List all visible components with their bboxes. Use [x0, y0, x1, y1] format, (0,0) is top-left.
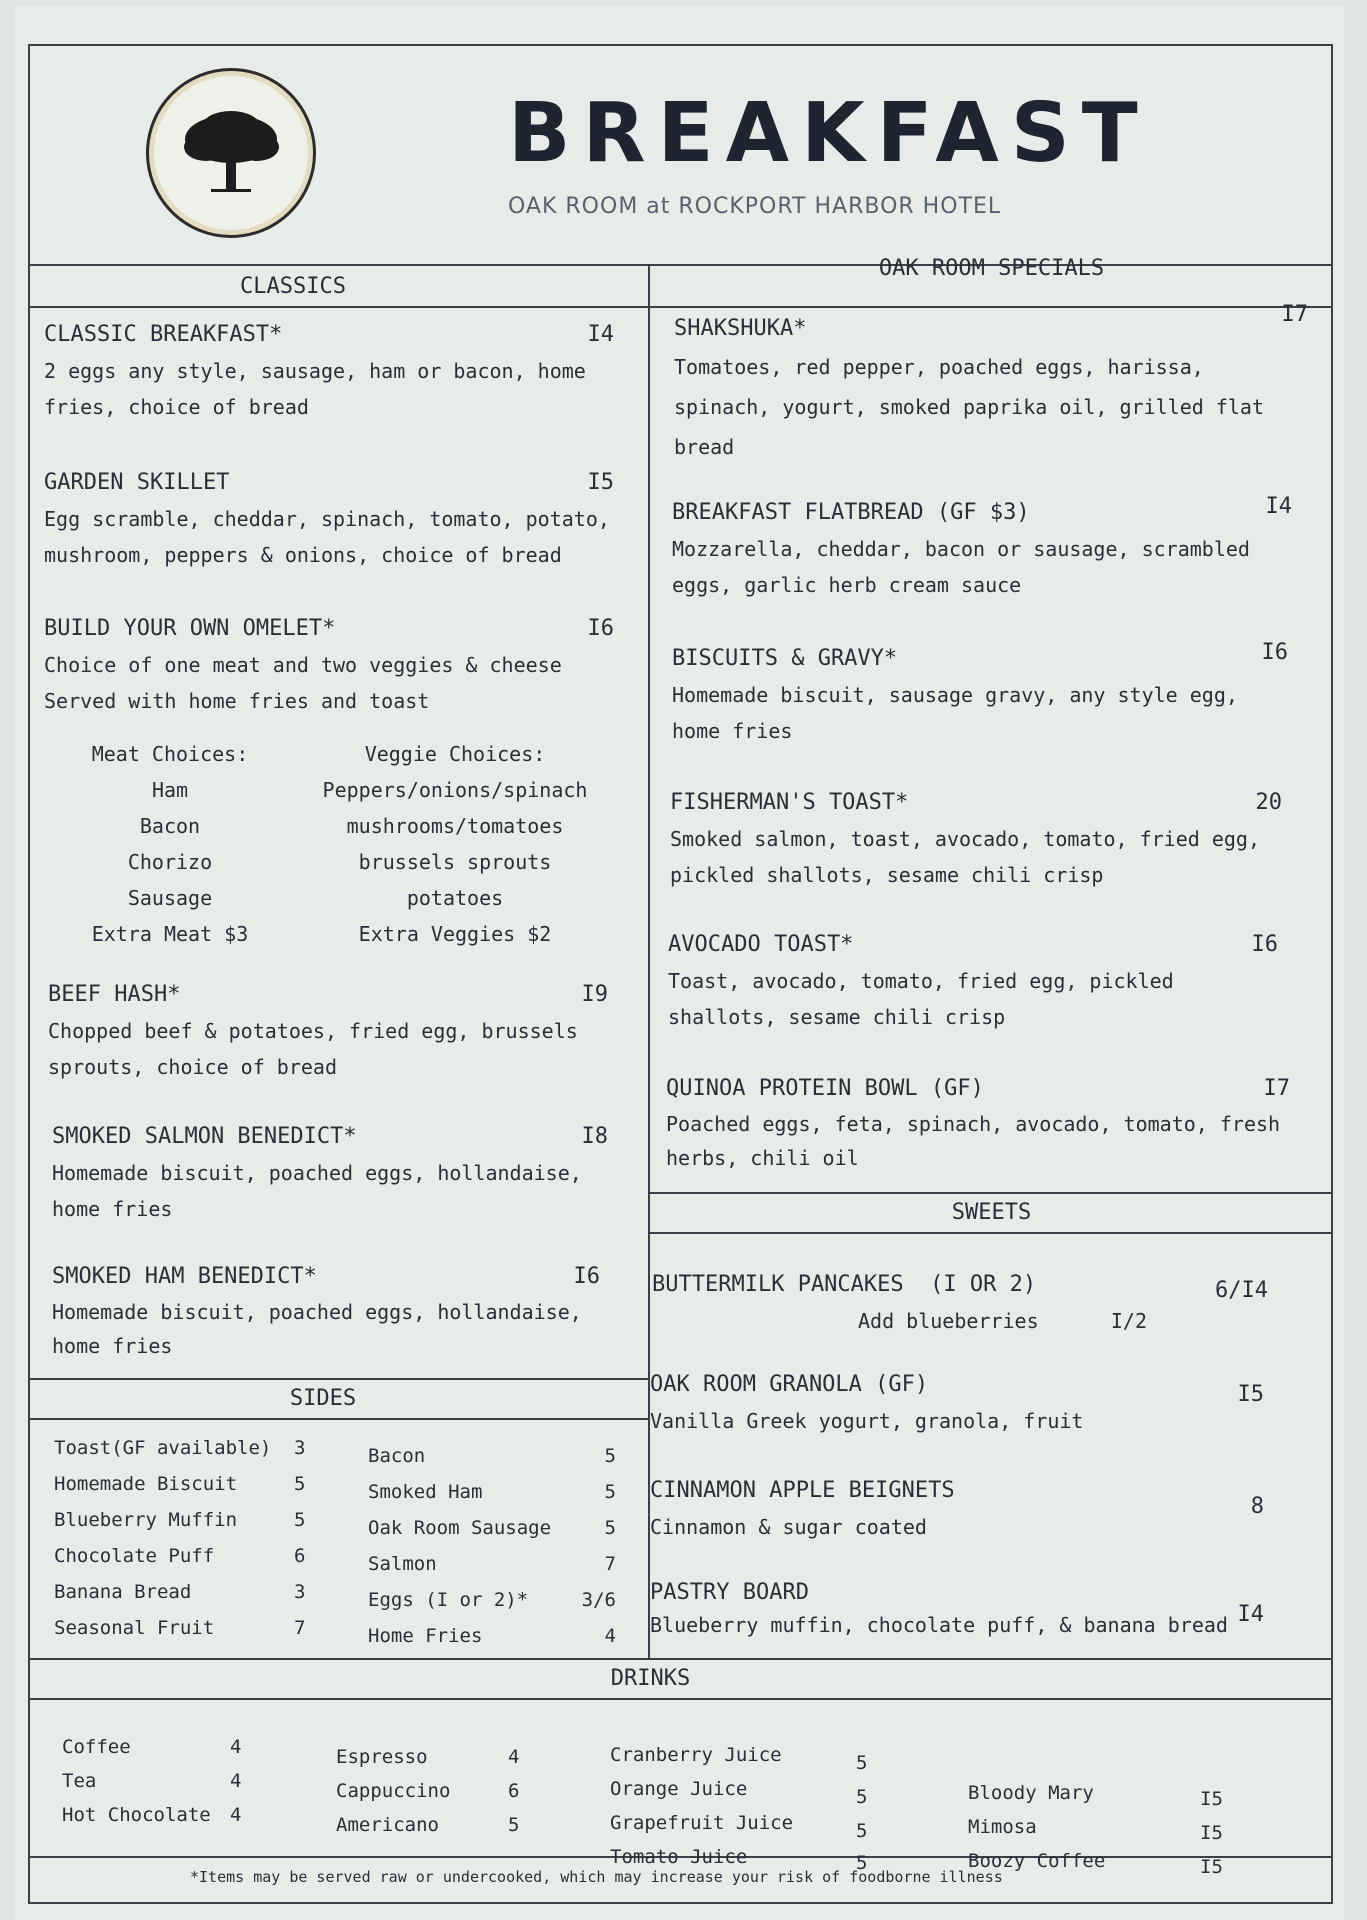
item-name: BUTTERMILK PANCAKES (I OR 2) — [652, 1272, 1037, 1297]
page-subtitle: OAK ROOM at ROCKPORT HARBOR HOTEL — [508, 194, 1002, 219]
side-item: Chocolate Puff — [54, 1545, 215, 1567]
drink-item: Coffee — [62, 1736, 131, 1758]
drink-item: Mimosa — [968, 1816, 1037, 1838]
item-price: I5 — [587, 470, 614, 495]
side-item: Home Fries — [368, 1625, 483, 1647]
drink-item: Americano — [336, 1814, 439, 1836]
divider — [648, 266, 650, 1658]
menu-item — [48, 982, 608, 1085]
side-price: 5 — [604, 1517, 616, 1539]
item-description: Smoked salmon, toast, avocado, tomato, fried egg, pickled shallots, sesame chili crisp — [670, 827, 1261, 887]
side-price: 7 — [604, 1553, 616, 1575]
sides-heading: SIDES — [289, 1386, 357, 1411]
page-title: BREAKFAST — [508, 86, 1150, 181]
side-item: Smoked Ham — [368, 1481, 483, 1503]
sweets-heading: SWEETS — [951, 1200, 1032, 1225]
side-item: Blueberry Muffin — [54, 1509, 238, 1531]
menu-item — [44, 470, 614, 573]
side-price: 7 — [294, 1617, 306, 1639]
divider — [28, 1378, 648, 1380]
item-name: CINNAMON APPLE BEIGNETS — [650, 1478, 955, 1503]
menu-item — [672, 494, 1292, 603]
item-name: OAK ROOM GRANOLA (GF) — [650, 1372, 929, 1397]
side-price: 3/6 — [581, 1589, 616, 1611]
item-description: Homemade biscuit, sausage gravy, any style egg, home fries — [672, 683, 1238, 743]
drink-price: 4 — [508, 1746, 520, 1768]
item-description: Cinnamon & sugar coated — [650, 1515, 927, 1539]
item-name: AVOCADO TOAST* — [668, 932, 854, 957]
item-price: I8 — [581, 1124, 608, 1149]
drink-item: Grapefruit Juice — [610, 1812, 794, 1834]
side-item: Oak Room Sausage — [368, 1517, 552, 1539]
menu-item — [52, 1124, 608, 1227]
divider — [648, 1232, 1333, 1234]
menu-item — [674, 302, 1308, 467]
menu-item — [666, 1076, 1290, 1175]
item-name: QUINOA PROTEIN BOWL (GF) — [666, 1076, 984, 1101]
side-price: 5 — [604, 1481, 616, 1503]
menu-item — [44, 322, 614, 425]
drink-item: Tomato Juice — [610, 1846, 748, 1868]
item-description: Homemade biscuit, poached eggs, hollandaise, home fries — [52, 1300, 582, 1358]
item-name: SMOKED SALMON BENEDICT* — [52, 1124, 357, 1149]
item-price: 6/I4 — [1215, 1278, 1268, 1303]
item-price: I6 — [1251, 932, 1278, 957]
menu-item — [650, 1580, 1264, 1643]
side-item: Homemade Biscuit — [54, 1473, 238, 1495]
drink-item: Cappuccino — [336, 1780, 451, 1802]
side-item: Seasonal Fruit — [54, 1617, 215, 1639]
item-description: Choice of one meat and two veggies & cheese Served with home fries and toast — [44, 653, 562, 713]
item-description: Egg scramble, cheddar, spinach, tomato, potato, mushroom, peppers & onions, choice of bread — [44, 507, 610, 567]
divider — [28, 1698, 1333, 1700]
veggie-choices: Veggie Choices: Peppers/onions/spinach mushrooms/tomatoes brussels sprouts potatoes Extra Veggies $2 — [322, 742, 588, 946]
meat-choices: Meat Choices: Ham Bacon Chorizo Sausage Extra Meat $3 — [91, 742, 249, 946]
item-price: I4 — [587, 322, 614, 347]
side-price: 5 — [604, 1445, 616, 1467]
drink-item: Hot Chocolate — [62, 1804, 211, 1826]
item-name: BISCUITS & GRAVY* — [672, 646, 898, 671]
item-description: Toast, avocado, tomato, fried egg, pickled shallots, sesame chili crisp — [668, 969, 1174, 1029]
drink-price: 4 — [230, 1770, 242, 1792]
menu-item — [650, 1372, 1264, 1439]
drink-price: I5 — [1200, 1856, 1223, 1878]
item-name: BREAKFAST FLATBREAD (GF $3) — [672, 500, 1030, 525]
item-description: Homemade biscuit, poached eggs, hollandaise, home fries — [52, 1161, 582, 1221]
side-price: 5 — [294, 1509, 306, 1531]
drink-price: 5 — [856, 1786, 868, 1808]
menu-item — [650, 1478, 1264, 1545]
item-name: BUILD YOUR OWN OMELET* — [44, 616, 336, 641]
drink-price: 5 — [856, 1820, 868, 1842]
divider — [28, 1418, 648, 1420]
divider — [28, 306, 1333, 308]
menu-item — [652, 1272, 1268, 1339]
item-name: SMOKED HAM BENEDICT* — [52, 1264, 317, 1289]
divider — [648, 1192, 1333, 1194]
drink-price: 6 — [508, 1780, 520, 1802]
menu-header — [28, 44, 1333, 266]
drink-item: Espresso — [336, 1746, 428, 1768]
drink-item: Orange Juice — [610, 1778, 748, 1800]
item-name: BEEF HASH* — [48, 982, 181, 1007]
item-description: Tomatoes, red pepper, poached eggs, harissa, spinach, yogurt, smoked paprika oil, grilled flat bread — [674, 355, 1265, 459]
side-price: 4 — [604, 1625, 616, 1647]
drink-price: 4 — [230, 1804, 242, 1826]
side-item: Eggs (I or 2)* — [368, 1589, 529, 1611]
footnote: *Items may be served raw or undercooked, which may increase your risk of foodborne illness — [190, 1868, 1003, 1886]
item-price: I6 — [587, 616, 614, 641]
side-price: 3 — [294, 1437, 306, 1459]
menu-item — [670, 790, 1282, 893]
oak-tree-logo — [146, 68, 316, 238]
item-price: I4 — [1265, 494, 1292, 519]
drink-item: Boozy Coffee — [968, 1850, 1106, 1872]
drink-price: 5 — [856, 1752, 868, 1774]
item-price: I7 — [1281, 302, 1308, 327]
drinks-heading: DRINKS — [610, 1666, 691, 1691]
item-name: GARDEN SKILLET — [44, 470, 230, 495]
side-item: Salmon — [368, 1553, 437, 1575]
drink-price: I5 — [1200, 1788, 1223, 1810]
item-description: Vanilla Greek yogurt, granola, fruit — [650, 1409, 1084, 1433]
side-item: Bacon — [368, 1445, 426, 1467]
item-price: 20 — [1255, 790, 1282, 815]
menu-item — [44, 616, 614, 719]
item-name: PASTRY BOARD — [650, 1580, 809, 1605]
item-price: I6 — [1261, 640, 1288, 665]
drink-item: Tea — [62, 1770, 97, 1792]
item-description: Blueberry muffin, chocolate puff, & banana bread — [650, 1613, 1228, 1637]
specials-heading: OAK ROOM SPECIALS — [878, 256, 1105, 281]
item-description: 2 eggs any style, sausage, ham or bacon, home fries, choice of bread — [44, 359, 586, 419]
side-item: Toast(GF available) — [54, 1437, 272, 1459]
side-price: 3 — [294, 1581, 306, 1603]
menu-item — [52, 1264, 600, 1363]
drink-item: Cranberry Juice — [610, 1744, 782, 1766]
side-price: 6 — [294, 1545, 306, 1567]
item-name: SHAKSHUKA* — [674, 316, 807, 341]
drink-price: 5 — [856, 1852, 868, 1874]
drink-item: Bloody Mary — [968, 1782, 1094, 1804]
item-price: I5 — [1237, 1382, 1264, 1407]
oak-tree-icon — [181, 109, 281, 199]
menu-item — [672, 640, 1288, 749]
item-price: I4 — [1237, 1602, 1264, 1627]
menu-item — [668, 932, 1278, 1035]
drink-price: I5 — [1200, 1822, 1223, 1844]
item-price: I7 — [1263, 1076, 1290, 1101]
item-name: CLASSIC BREAKFAST* — [44, 322, 283, 347]
side-price: 5 — [294, 1473, 306, 1495]
side-item: Banana Bread — [54, 1581, 192, 1603]
item-description: Add blueberries I/2 — [858, 1309, 1147, 1333]
drink-price: 4 — [230, 1736, 242, 1758]
item-price: I9 — [581, 982, 608, 1007]
item-description: Chopped beef & potatoes, fried egg, brussels sprouts, choice of bread — [48, 1019, 578, 1079]
item-price: I6 — [573, 1264, 600, 1289]
item-description: Poached eggs, feta, spinach, avocado, tomato, fresh herbs, chili oil — [666, 1112, 1281, 1170]
classics-heading: CLASSICS — [240, 274, 346, 299]
item-description: Mozzarella, cheddar, bacon or sausage, scrambled eggs, garlic herb cream sauce — [672, 537, 1250, 597]
drink-price: 5 — [508, 1814, 520, 1836]
divider — [28, 1658, 1333, 1660]
item-name: FISHERMAN'S TOAST* — [670, 790, 909, 815]
item-price: 8 — [1250, 1494, 1264, 1519]
